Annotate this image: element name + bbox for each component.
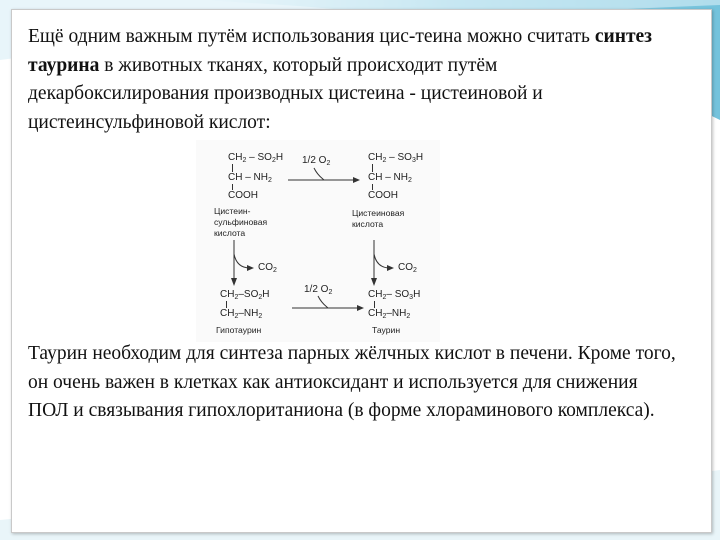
hypotaurine-name: Гипотаурин bbox=[216, 325, 262, 335]
oxidation-label-top: 1/2 $O_2$ bbox=[302, 155, 331, 167]
paragraph-intro bbox=[28, 23, 678, 137]
oxidation-label-bottom: 1/2 $O_2$ bbox=[304, 284, 333, 296]
co2-label-right: $CO_2$ bbox=[398, 262, 417, 274]
cysteic-acid-name-line1: Цистеиновая bbox=[352, 208, 405, 218]
intro-bold-term: синтез таурина bbox=[28, 26, 653, 76]
cysteine-sulfinic-formula-line2: CH – $NH_2$ bbox=[228, 172, 272, 184]
cysteine-sulfinic-name-line3: кислота bbox=[214, 228, 246, 238]
oxidation-arrow-bottom bbox=[292, 292, 364, 316]
intro-text-start: Ещё одним важным путём использования цис-теина можно считать bbox=[28, 26, 595, 47]
hypotaurine-formula-line1: $CH_2-SO_2H$ bbox=[220, 289, 270, 301]
cysteic-acid-name-line2: кислота bbox=[352, 219, 384, 229]
cysteic-acid-formula-line1: $CH_2 - SO_3H$ bbox=[368, 152, 424, 164]
co2-label-left: $CO_2$ bbox=[258, 262, 277, 274]
cysteine-sulfinic-formula-line1: $CH_2 - SO_2H$ bbox=[228, 152, 284, 164]
paragraph-taurine-function: Таурин необходим для синтеза парных жёлчных кислот в печени. Кроме того, он очень важен в клетках как антиоксидант и используется для снижения ПОЛ и связывания гипохлоританиона (в форме хлораминового комплекса). bbox=[28, 343, 676, 421]
intro-text-end: в животных тканях, который происходит путём декарбоксилирования производных цистеина - цистеиновой и цистеинсульфиновой кислот: bbox=[28, 54, 543, 133]
taurine-formula-line2: $CH_2-NH_2$ bbox=[368, 308, 411, 320]
taurine-name: Таурин bbox=[372, 325, 401, 335]
taurine-synthesis-scheme bbox=[196, 140, 440, 342]
taurine-formula-line1: $CH_2-$ $SO_3H$ bbox=[368, 289, 421, 301]
cysteic-acid-formula-line2: CH – $NH_2$ bbox=[368, 172, 412, 184]
cysteine-sulfinic-formula-line3: COOH bbox=[228, 190, 258, 201]
cysteine-sulfinic-name-line1: Цистеин- bbox=[214, 206, 251, 216]
decarboxylation-arrow-right bbox=[366, 240, 426, 286]
cysteine-sulfinic-name-line2: сульфиновая bbox=[214, 217, 268, 227]
cysteic-acid-formula-line3: COOH bbox=[368, 190, 398, 201]
hypotaurine-formula-line2: $CH_2-NH_2$ bbox=[220, 308, 263, 320]
oxidation-arrow-top bbox=[288, 164, 360, 188]
decarboxylation-arrow-left bbox=[226, 240, 286, 286]
